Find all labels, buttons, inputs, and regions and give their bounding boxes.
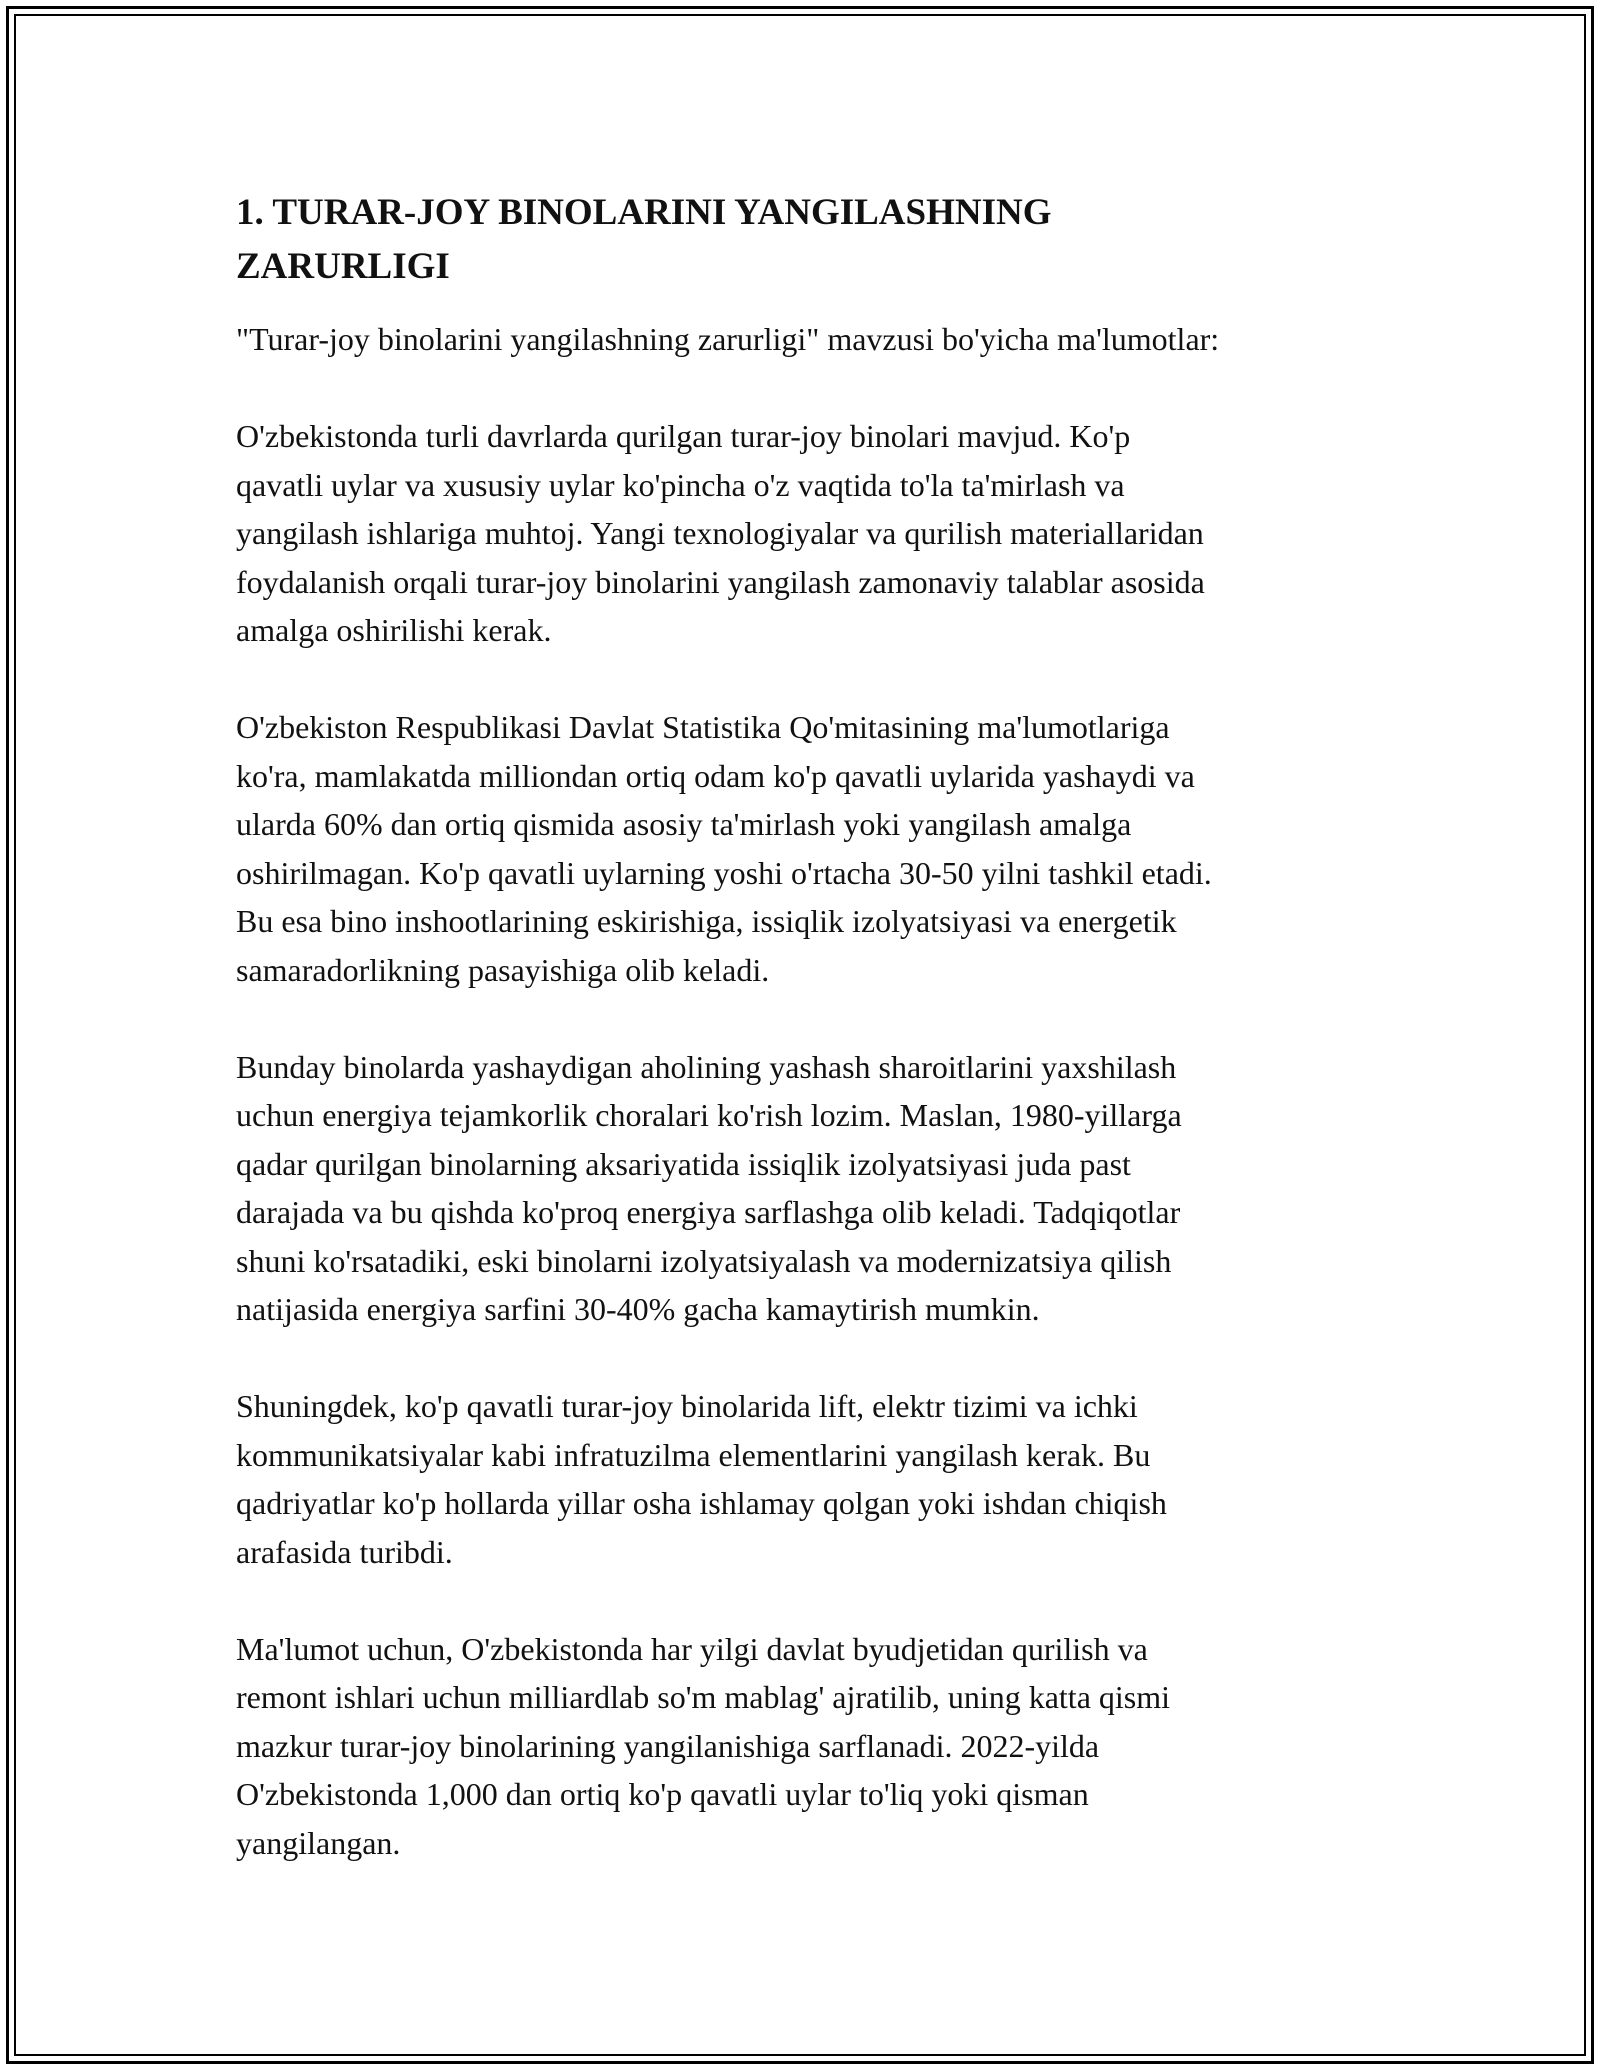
intro-paragraph: "Turar-joy binolarini yangilashning zarurligi" mavzusi bo'yicha ma'lumotlar: [236,321,1220,357]
text-line: kommunikatsiyalar kabi infratuzilma elementlarini yangilash kerak. Bu [236,1436,1151,1473]
text-line: O'zbekiston Respublikasi Davlat Statistika Qo'mitasining ma'lumotlariga [236,709,1170,745]
text-line: qavatli uylar va xususiy uylar ko'pincha o'z vaqtida to'la ta'mirlash va [236,466,1125,503]
text-line: samaradorlikning pasayishiga olib keladi. [236,951,770,988]
paragraph-2 [236,703,1386,994]
paragraph-4 [236,1382,1386,1576]
text-line: darajada va bu qishda ko'proq energiya sarflashga olib keladi. Tadqiqotlar [236,1194,1181,1230]
text-line: shuni ko'rsatadiki, eski binolarni izolyatsiyalash va modernizatsiya qilish [236,1242,1172,1279]
text-line: foydalanish orqali turar-joy binolarini yangilash zamonaviy talablar asosida [236,563,1205,600]
text-line: Bu esa bino inshootlarining eskirishiga, issiqlik izolyatsiyasi va energetik [236,903,1177,939]
text-line: yangilangan. [236,1824,401,1861]
text-line: oshirilmagan. Ko'p qavatli uylarning yoshi o'rtacha 30-50 yilni tashkil etadi. [236,854,1212,891]
text-line: ko'ra, mamlakatda milliondan ortiq odam ko'p qavatli uylarida yashaydi va [236,757,1195,794]
text-line: Ma'lumot uchun, O'zbekistonda har yilgi davlat byudjetidan qurilish va [236,1630,1148,1667]
paragraph-5 [236,1625,1386,1868]
section-heading-line: ZARURLIGI [236,246,450,287]
text-line: mazkur turar-joy binolarining yangilanishiga sarflanadi. 2022-yilda [236,1727,1100,1764]
paragraph-3 [236,1043,1386,1334]
section-heading [236,186,1386,294]
text-line: Bunday binolarda yashaydigan aholining yashash sharoitlarini yaxshilash [236,1048,1177,1085]
text-line: qadar qurilgan binolarning aksariyatida issiqlik izolyatsiyasi juda past [236,1145,1131,1182]
text-line: remont ishlari uchun milliardlab so'm mablag' ajratilib, uning katta qismi [236,1679,1171,1715]
text-line: qadriyatlar ko'p hollarda yillar osha ishlamay qolgan yoki ishdan chiqish [236,1485,1167,1521]
text-line: uchun energiya tejamkorlik choralari ko'rish lozim. Maslan, 1980-yillarga [236,1097,1182,1133]
text-line: natijasida energiya sarfini 30-40% gacha kamaytirish mumkin. [236,1291,1040,1327]
document-body [236,186,1386,1867]
text-line: Shuningdek, ko'p qavatli turar-joy binolarida lift, elektr tizimi va ichki [236,1388,1138,1424]
text-line: arafasida turibdi. [236,1533,453,1570]
text-line: O'zbekistonda 1,000 dan ortiq ko'p qavatli uylar to'liq yoki qisman [236,1776,1089,1812]
paragraph-1 [236,412,1386,655]
text-line: O'zbekistonda turli davrlarda qurilgan turar-joy binolari mavjud. Ko'p [236,418,1131,454]
text-line: yangilash ishlariga muhtoj. Yangi texnologiyalar va qurilish materiallaridan [236,515,1204,551]
text-line: ularda 60% dan ortiq qismida asosiy ta'mirlash yoki yangilash amalga [236,806,1132,842]
text-line: amalga oshirilishi kerak. [236,612,552,648]
section-heading-line: 1. TURAR-JOY BINOLARINI YANGILASHNING [236,192,1052,233]
